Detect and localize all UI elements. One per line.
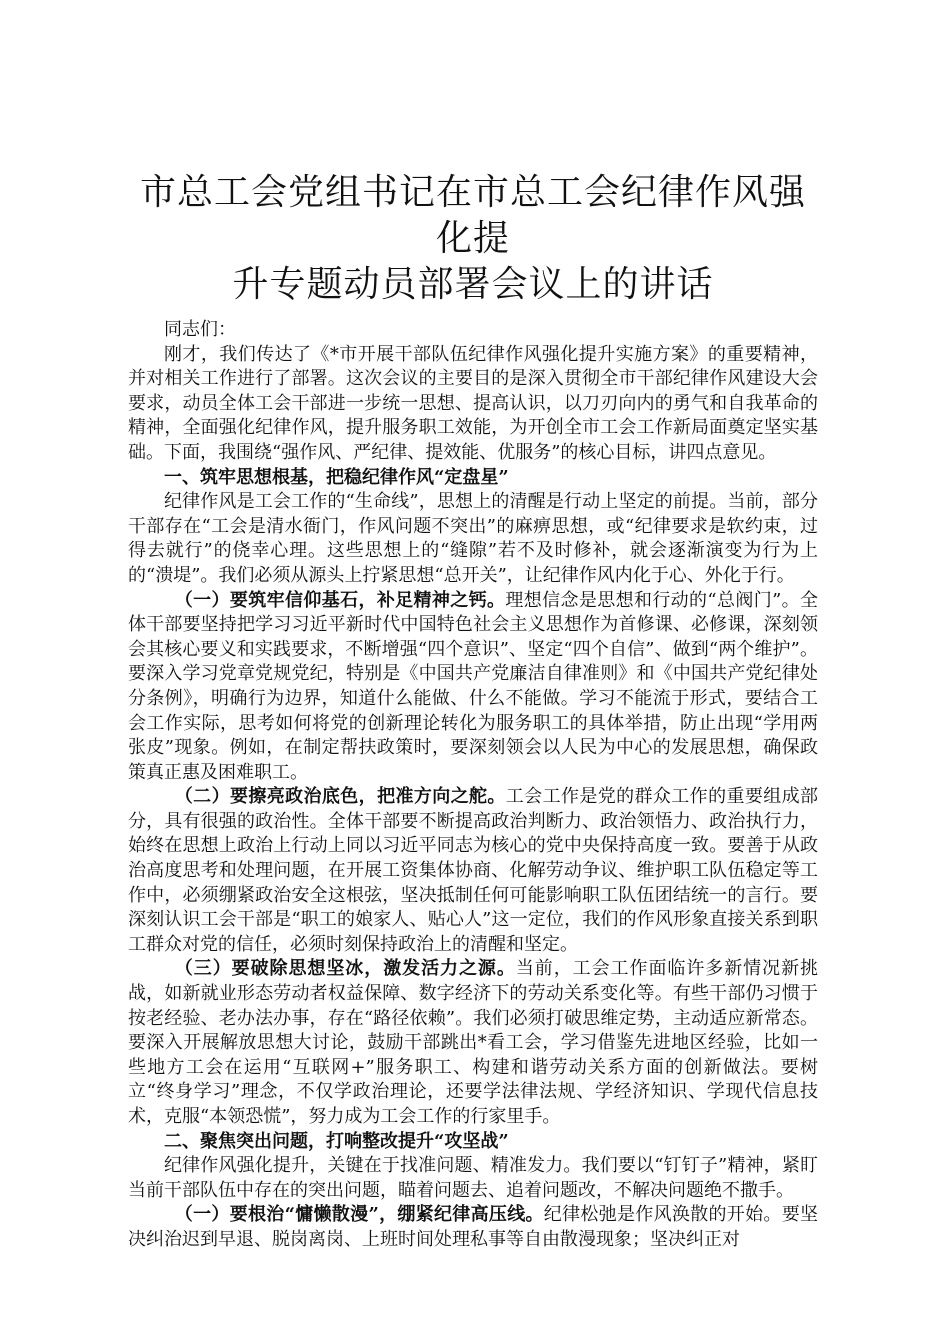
section-1-point-2 (128, 785, 818, 957)
section-1-point-1 (128, 589, 818, 786)
section-1-body: 纪律作风是工会工作的“生命线”，思想上的清醒是行动上坚定的前提。当前，部分干部存在“工会是清水衙门，作风问题不突出”的麻痹思想，或“纪律要求是软约束，过得去就行”的侥幸心理。这些思想上的“缝隙”若不及时修补，就会逐渐演变为行为上的“溃堤”。我们必须从源头上拧紧思想“总开关”，让纪律作风内化于心、外化于行。 (128, 491, 818, 586)
point-lead: （一）要筑牢信仰基石，补足精神之钙。 (174, 589, 506, 611)
point-lead: （三）要破除思想坚冰，激发活力之源。 (174, 958, 516, 980)
point-text: 纪律松弛是作风涣散的开始。要坚决纠治迟到早退、脱岗离岗、上班时间处理私事等自由散漫现象；坚决纠正对 (128, 1204, 818, 1250)
salutation: 同志们： (164, 319, 236, 340)
title-line-1: 市总工会党组书记在市总工会纪律作风强化提 (139, 172, 806, 259)
section-2-body: 纪律作风强化提升，关键在于找准问题、精准发力。我们要以“钉钉子”精神，紧盯当前干部队伍中存在的突出问题，瞄着问题去、追着问题改，不解决问题绝不撒手。 (128, 1155, 818, 1201)
intro-paragraph: 刚才，我们传达了《*市开展干部队伍纪律作风强化提升实施方案》的重要精神，并对相关工作进行了部署。这次会议的主要目的是深入贯彻全市干部纪律作风建设大会要求，动员全体工会干部进一步统一思想、提高认识，以刀刃向内的勇气和自我革命的精神，全面强化纪律作风，提升服务职工效能，为开创全市工会工作新局面奠定坚实基础。下面，我围绕“强作风、严纪律、提效能、优服务”的核心目标，讲四点意见。 (128, 343, 818, 463)
point-text: 工会工作是党的群众工作的重要组成部分，具有很强的政治性。全体干部要不断提高政治判断力、政治领悟力、政治执行力，始终在思想上政治上行动上同以习近平同志为核心的党中央保持高度一致。要善于从政治高度思考和处理问题，在开展工资集体协商、化解劳动争议、维护职工队伍稳定等工作中，必须绷紧政治安全这根弦，坚决抵制任何可能影响职工队伍团结统一的言行。要深刻认识工会干部是“职工的娘家人、贴心人”这一定位，我们的作风形象直接关系到职工群众对党的信任，必须时刻保持政治上的清醒和坚定。 (128, 786, 819, 955)
section-2-point-1 (128, 1203, 818, 1252)
point-lead: （一）要根治“慵懒散漫”，绷紧纪律高压线。 (174, 1204, 544, 1226)
point-lead: （二）要擦亮政治底色，把准方向之舵。 (174, 786, 506, 808)
point-text: 理想信念是思想和行动的“总阀门”。全体干部要坚持把学习习近平新时代中国特色社会主义思想作为首修课、必修课，深刻领会其核心要义和实践要求，不断增强“四个意识”、坚定“四个自信”、做到“两个维护”。要深入学习党章党规党纪，特别是《中国共产党廉洁自律准则》和《中国共产党纪律处分条例》，明确行为边界，知道什么能做、什么不能做。学习不能流于形式，要结合工会工作实际，思考如何将党的创新理论转化为服务职工的具体举措，防止出现“学用两张皮”现象。例如，在制定帮扶政策时，要深刻领会以人民为中心的发展思想，确保政策真正惠及困难职工。 (128, 589, 819, 783)
section-2-heading: 二、聚焦突出问题，打响整改提升“攻坚战” (164, 1130, 509, 1152)
title-line-2: 升专题动员部署会议上的讲话 (232, 264, 714, 305)
section-1-heading: 一、筑牢思想根基，把稳纪律作风“定盘星” (164, 466, 509, 488)
section-1-point-3 (128, 957, 818, 1129)
document-title (128, 170, 818, 308)
point-text: 当前，工会工作面临许多新情况新挑战，如新就业形态劳动者权益保障、数字经济下的劳动关系变化等。有些干部仍习惯于按老经验、老办法办事，存在“路径依赖”。我们必须打破思维定势，主动适应新常态。要深入开展解放思想大讨论，鼓励干部跳出*看工会，学习借鉴先进地区经验，比如一些地方工会在运用“互联网+”服务职工、构建和谐劳动关系方面的创新做法。要树立“终身学习”理念，不仅学政治理论，还要学法律法规、学经济知识、学现代信息技术，克服“本领恐慌”，努力成为工会工作的行家里手。 (128, 958, 819, 1127)
